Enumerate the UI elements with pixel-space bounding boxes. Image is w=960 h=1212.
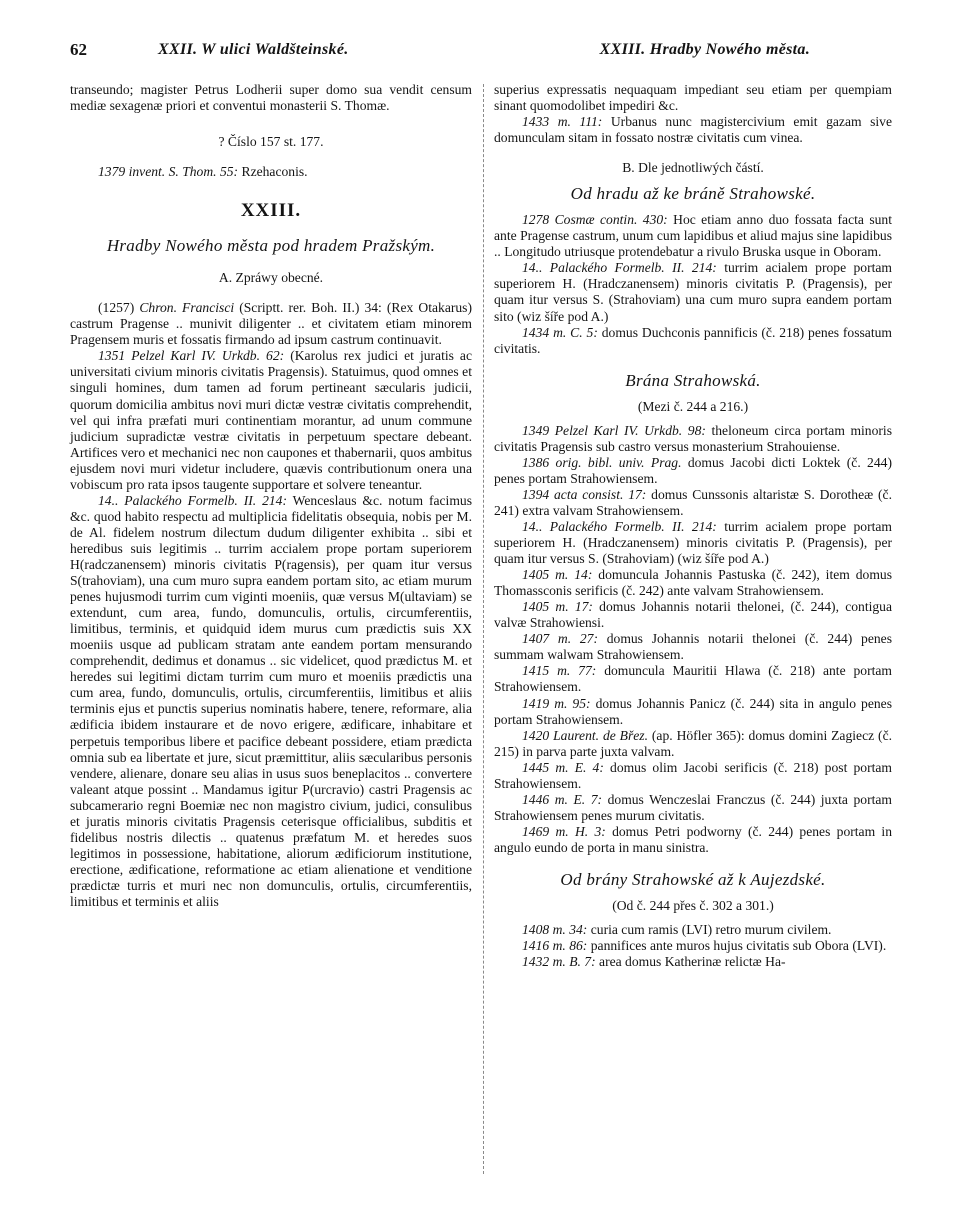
entry-text: domus Johannis Panicz (č. 244) sita in angulo penes portam Strahowiensem. [494,695,892,727]
entry-source: 1405 m. 17: [522,599,593,615]
section-title: Od brány Strahowské až k Aujezdské. [560,869,826,889]
entry [494,760,892,792]
entry-source: 1386 orig. bibl. univ. Prag. [522,454,682,470]
running-header [70,40,892,62]
entry-source: 14.. Palackého Formelb. II. 214: [98,492,287,508]
entry [494,954,892,970]
entry-source: 1351 Pelzel Karl IV. Urkdb. 62: [98,348,285,364]
entry-text: domuncula Mauritii Hlawa (č. 218) ante portam Strahowiensem. [494,663,892,695]
entry-text: pannifices ante muros hujus civitatis sub Obora (LVI). [590,938,887,954]
entry-source: 1434 m. C. 5: [522,324,598,340]
entry-source: 1432 m. B. 7: [522,954,596,970]
entry [494,455,892,487]
entry [494,599,892,631]
entry-text: turrim acialem prope portam superiorem H. (Hradczanensem) minoris civitatis P. (Pragensis), per quam itur versus S. (Strahoviam) (wiz šíře pod A.) [494,518,893,567]
entry-text: curia cum ramis (LVI) retro murum civilem. [590,922,832,938]
number-heading: ? Číslo 157 st. 177. [218,134,324,150]
entry [494,696,892,728]
entry-text: domus olim Jacobi serificis (č. 218) post portam Strahowiensem. [494,759,892,791]
subheading: A. Zpráwy obecné. [218,270,324,286]
section-title: Brána Strahowská. [625,370,761,390]
paragraph: superius expressatis nequaquam impediant seu etiam per quempiam sinant quomodolibet impediri &c. [494,82,892,114]
entry-text: (Karolus rex judici et juratis ac universitati civium minoris civitatis Pragensis). Statuimus, quod omnes et singuli homines, dum tamen ad forum pertineant sæcularis judicii, quorum domicilia ambitus novi muri dictæ vestræ civitatis comprehendit, vel qui infra præfati muri continentiam morantur, ad unum commune judicium supradictæ vestræ civitatis in perpetuum spectare debeant. Artifices vero et mechanici nec non caupones et thabernarii, quos ambitus ejusdem novi muri videtur includere, quævis contributionum onera una vobiscum pro rata ipsos taugente supportare et solvere teneantur. [70,348,473,492]
entry [494,260,892,324]
entry [494,728,892,760]
entry-source: 1433 m. 111: [522,114,603,130]
entry-source: 1278 Cosmæ contin. 430: [522,212,668,228]
entry-text: Wenceslaus &c. notum facimus &c. quod habito respectu ad multiplicia fidelitatis obsequia, nobis per M. de Al. fidelem nostrum dilectum dudum diligenter exhibita .. sibi et heredibus suis legitimis .. turrim accialem prope portam superiorem H(radczanensem) minoris civitatis P(ragensis), per quam itur versus S(trahoviam), una cum muro supra eandem portam sito, ac etiam murum penes hujusmodi turrim cum viginti moeniis, quæ versus M(ultaviam) se extendunt, cum area, fundo, domunculis, ortulis, circumferentiis, limitibus, terminis, et quidquid idem murus cum prædictis suis XX moeniis usque ad publicam stratam ante eandem portam mensurando comprehendit, dedimus et donamus .. sic videlicet, quod prædictus M. et heredes sui legitimi dictam turrim cum muro et moeniis prædictis una cum area, fundo, domunculis, ortulis, circumferentiis, limitibus et aliis terminis ejus et punctis superius nominatis habere, tenere, reformare, alia ædificia ibidem instaurare et de novo erigere, ædificare, inhabitare et perpetuis temporibus libere et pacifice debeant possidere, etiam prædicta omnia sub ea libertate et jure, sicut præmittitur, aliis sæcularibus personis vendere, alienare, donare seu alias in usus suos beneplacitos .. convertere valeant atque possint .. Mandamus igitur P(urcravio) castri Pragensis ac subcamerario regni Boemiæ nec non magistro civium, judici, consulibus et juratis minoris civitatis Pragensis ceterisque officialibus, subditis et fidelibus nostris dilectis .. quatenus præfatum M. et heredes suos legitimos in possessione, habitatione, aliorum ædificiorum institutione, erectione, ædificatione, reformatione ac etiam alienatione et venditione prædictæ turris et muri nec non domunculis, ortulis, circumferentiis, limitibus et terminis et aliis [70,492,472,909]
column-divider [483,84,484,1174]
entry-text: theloneum circa portam minoris civitatis Pragensis sub castro versus monasterium Strahouiense. [494,422,892,454]
entry-text: (ap. Höfler 365): domus domini Zagiecz (č. 215) in parva parte juxta valvam. [494,727,892,759]
entry-text: Rzehaconis. [241,164,308,180]
section-title: Od hradu až ke bráně Strahowské. [570,184,816,204]
entry [494,114,892,146]
entry-source: 14.. Palackého Formelb. II. 214: [522,518,717,534]
entry-text: domus Cunssonis altaristæ S. Dorotheæ (č. 241) extra valvam Strahowiensem. [494,486,892,518]
entry [70,164,472,180]
page-number: 62 [70,40,87,59]
right-running-title: XXIII. Hradby Nowého města. [599,41,810,58]
entry-source: 1419 m. 95: [522,695,591,711]
entry [494,631,892,663]
entry [494,567,892,599]
entry [70,493,472,910]
entry [494,792,892,824]
entry-text: domus Johannis notarii thelonei (č. 244) penes summam walwam Strahowiensem. [494,631,893,663]
entry-source: 1445 m. E. 4: [522,759,604,775]
entry [494,519,892,567]
section-subtitle: (Od č. 244 přes č. 302 a 301.) [612,897,774,913]
entry-text: domuncula Johannis Pastuska (č. 242), item domus Thomassconis serificis (č. 242) ante valvam Strahowiensem. [494,567,893,599]
entry-text: domus Johannis notarii thelonei, (č. 244), contigua valvæ Strahowiensi. [494,599,893,631]
entry-text: (Scriptt. rer. Boh. II.) 34: (Rex Otakarus) castrum Pragense .. munivit diligenter .. et civitatem etiam minorem Pragensem muris et fossatis firmando ad ipsum castrum continuavit. [70,300,472,348]
entry [494,325,892,357]
subheading: B. Dle jednotliwých částí. [622,160,764,176]
entry [70,348,472,492]
entry-source: 1416 m. 86: [522,938,588,954]
entry-text: domus Petri podworny (č. 244) penes portam in angulo eundo de porta in manu sinistra. [494,823,893,855]
entry [70,300,472,348]
entry-source: Chron. Francisci [139,300,235,316]
entry-text: Hoc etiam anno duo fossata facta sunt ante Pragense castrum, unum cum lapidibus et aliud majus sine lapidibus .. Longitudo utriusque protendebatur a rivulo Bruska usque in Oboram. [494,212,892,260]
entry-source: 1405 m. 14: [522,567,593,583]
entry-source: 1446 m. E. 7: [522,791,603,807]
entry-source: 1394 acta consist. 17: [522,486,647,502]
entry-text: area domus Katherinæ relictæ Ha- [599,954,786,970]
entry-text: domus Wenczeslai Franczus (č. 244) juxta portam Strahowiensem penes murum civitatis. [494,791,893,823]
entry [494,487,892,519]
entry [494,824,892,856]
entry-source: 1407 m. 27: [522,631,598,647]
entry-source: 1415 m. 77: [522,663,597,679]
entry-source: 1379 invent. S. Thom. 55: [98,164,239,180]
entry [494,212,892,260]
entry-text: domus Jacobi dicti Loktek (č. 244) penes portam Strahowiensem. [494,454,892,486]
entry [494,922,892,938]
entry-text: domus Duchconis pannificis (č. 218) penes fossatum civitatis. [494,324,892,356]
entry-text: turrim acialem prope portam superiorem H. (Hradczanensem) minoris civitatis P. (Pragensis), per quam itur versus S. (Strahoviam) una cum muro supra eandem portam sito (wiz šíře pod A.) [494,260,893,324]
left-column [70,82,472,910]
entry-source: 1408 m. 34: [522,922,588,938]
chapter-number: XXIII. [240,200,302,222]
entry [494,938,892,954]
entry-source: 1349 Pelzel Karl IV. Urkdb. 98: [522,422,706,438]
entry-source: 14.. Palackého Formelb. II. 214: [522,260,717,276]
entry-text: Urbanus nunc magistercivium emit gazam sive domunculam sitam in fossato nostræ civitatis cum vinea. [494,114,892,146]
left-running-title: XXII. W ulici Waldšteinské. [158,41,349,58]
entry-source: 1469 m. H. 3: [522,823,606,839]
entry [494,423,892,455]
entry [494,663,892,695]
chapter-title: Hradby Nowého města pod hradem Pražským. [106,236,436,256]
entry-source: 1420 Laurent. de Břez. [522,727,648,743]
paragraph: transeundo; magister Petrus Lodherii super domo sua vendit censum mediæ sexagenæ priori et conventui monasterii S. Thomæ. [70,82,472,114]
right-column [494,82,892,970]
section-subtitle: (Mezi č. 244 a 216.) [637,398,749,414]
entry-date: (1257) [98,300,135,316]
